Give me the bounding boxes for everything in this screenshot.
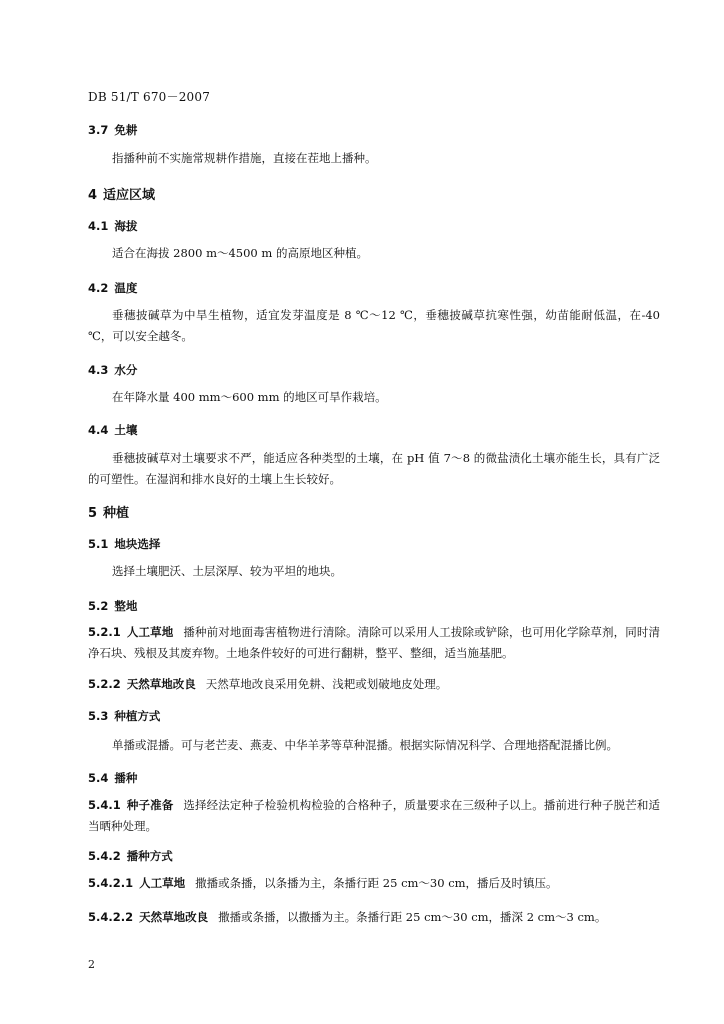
heading-title: 海拔 <box>114 219 138 233</box>
paragraph-4-2: 垂穗披碱草为中旱生植物，适宜发芽温度是 8 ℃～12 ℃，垂穗披碱草抗寒性强，幼苗能耐低温，在-40 ℃，可以安全越冬。 <box>88 308 660 343</box>
inline-heading-title: 人工草地 <box>139 876 186 890</box>
paragraph-4-3: 在年降水量 400 mm～600 mm 的地区可旱作栽培。 <box>112 390 387 404</box>
inline-heading <box>88 625 173 639</box>
heading-title: 温度 <box>114 281 138 295</box>
heading-4-3 <box>88 362 660 378</box>
heading-title: 免耕 <box>114 123 138 137</box>
heading-title: 种植 <box>103 506 130 521</box>
paragraph-5-4-2-1 <box>88 873 660 894</box>
heading-number: 4.1 <box>88 219 109 233</box>
paragraph-5-4-2-2 <box>88 907 660 928</box>
inline-heading-title: 种子准备 <box>126 798 174 812</box>
heading-title: 整地 <box>114 599 138 613</box>
heading-title: 地块选择 <box>114 537 161 551</box>
paragraph-4-1: 适合在海拔 2800 m～4500 m 的高原地区种植。 <box>112 246 368 260</box>
heading-title: 播种 <box>114 771 138 785</box>
heading-title: 土壤 <box>114 423 138 437</box>
inline-heading <box>88 910 208 924</box>
heading-number: 5.1 <box>88 537 109 551</box>
paragraph-text: 撒播或条播，以条播为主，条播行距 25 cm～30 cm，播后及时镇压。 <box>195 876 558 890</box>
heading-4-1 <box>88 218 660 234</box>
paragraph-text: 播种前对地面毒害植物进行清除。清除可以采用人工拔除或铲除，也可用化学除草剂，同时清净石块、残根及其废弃物。土地条件较好的可进行翻耕，整平、整细，适当施基肥。 <box>88 625 660 660</box>
inline-heading-number: 5.2.1 <box>88 625 121 639</box>
paragraph-text: 选择经法定种子检验机构检验的合格种子，质量要求在三级种子以上。播前进行种子脱芒和适当晒种处理。 <box>88 798 660 833</box>
paragraph-4-4: 垂穗披碱草对土壤要求不严，能适应各种类型的土壤，在 pH 值 7～8 的微盐渍化土壤亦能生长，具有广泛的可塑性。在湿润和排水良好的土壤上生长较好。 <box>88 451 660 486</box>
heading-5-3 <box>88 708 660 724</box>
heading-title: 播种方式 <box>126 849 173 863</box>
heading-4-2 <box>88 280 660 296</box>
heading-title: 适应区域 <box>103 188 156 203</box>
heading-5 <box>88 502 660 521</box>
paragraph-5-4-1 <box>88 795 660 837</box>
heading-4 <box>88 184 660 203</box>
inline-heading-number: 5.4.2.1 <box>88 876 134 890</box>
heading-5-2 <box>88 598 660 614</box>
heading-5-4 <box>88 770 660 786</box>
standard-code: DB 51/T 670－2007 <box>88 90 211 104</box>
heading-number: 4.4 <box>88 423 109 437</box>
heading-number: 5 <box>88 506 98 521</box>
heading-number: 5.3 <box>88 709 109 723</box>
paragraph-text: 撒播或条播，以撒播为主。条播行距 25 cm～30 cm，播深 2 cm～3 cm。 <box>218 910 607 924</box>
inline-heading <box>88 876 185 890</box>
heading-5-4-2 <box>88 848 660 864</box>
paragraph-3-7: 指播种前不实施常规耕作措施，直接在茬地上播种。 <box>112 151 377 165</box>
heading-4-4 <box>88 422 660 438</box>
heading-3-7 <box>88 122 660 138</box>
paragraph-text: 天然草地改良采用免耕、浅耙或划破地皮处理。 <box>205 677 448 691</box>
inline-heading-title: 天然草地改良 <box>126 677 196 691</box>
heading-number: 4 <box>88 188 98 203</box>
heading-number: 5.4.2 <box>88 849 121 863</box>
heading-number: 4.3 <box>88 363 109 377</box>
heading-number: 5.2 <box>88 599 109 613</box>
inline-heading <box>88 677 196 691</box>
heading-5-1 <box>88 536 660 552</box>
inline-heading-number: 5.4.2.2 <box>88 910 134 924</box>
heading-title: 种植方式 <box>114 709 161 723</box>
paragraph-5-1: 选择土壤肥沃、土层深厚、较为平坦的地块。 <box>112 564 342 578</box>
inline-heading-title: 人工草地 <box>126 625 174 639</box>
heading-title: 水分 <box>114 363 138 377</box>
inline-heading-number: 5.2.2 <box>88 677 121 691</box>
paragraph-5-2-2 <box>88 674 660 695</box>
heading-number: 3.7 <box>88 123 109 137</box>
heading-number: 4.2 <box>88 281 109 295</box>
paragraph-5-3: 单播或混播。可与老芒麦、燕麦、中华羊茅等草种混播。根据实际情况科学、合理地搭配混播比例。 <box>112 738 618 752</box>
paragraph-5-2-1 <box>88 622 660 664</box>
inline-heading-number: 5.4.1 <box>88 798 121 812</box>
heading-number: 5.4 <box>88 771 109 785</box>
inline-heading-title: 天然草地改良 <box>139 910 209 924</box>
page-number: 2 <box>88 958 95 971</box>
inline-heading <box>88 798 173 812</box>
